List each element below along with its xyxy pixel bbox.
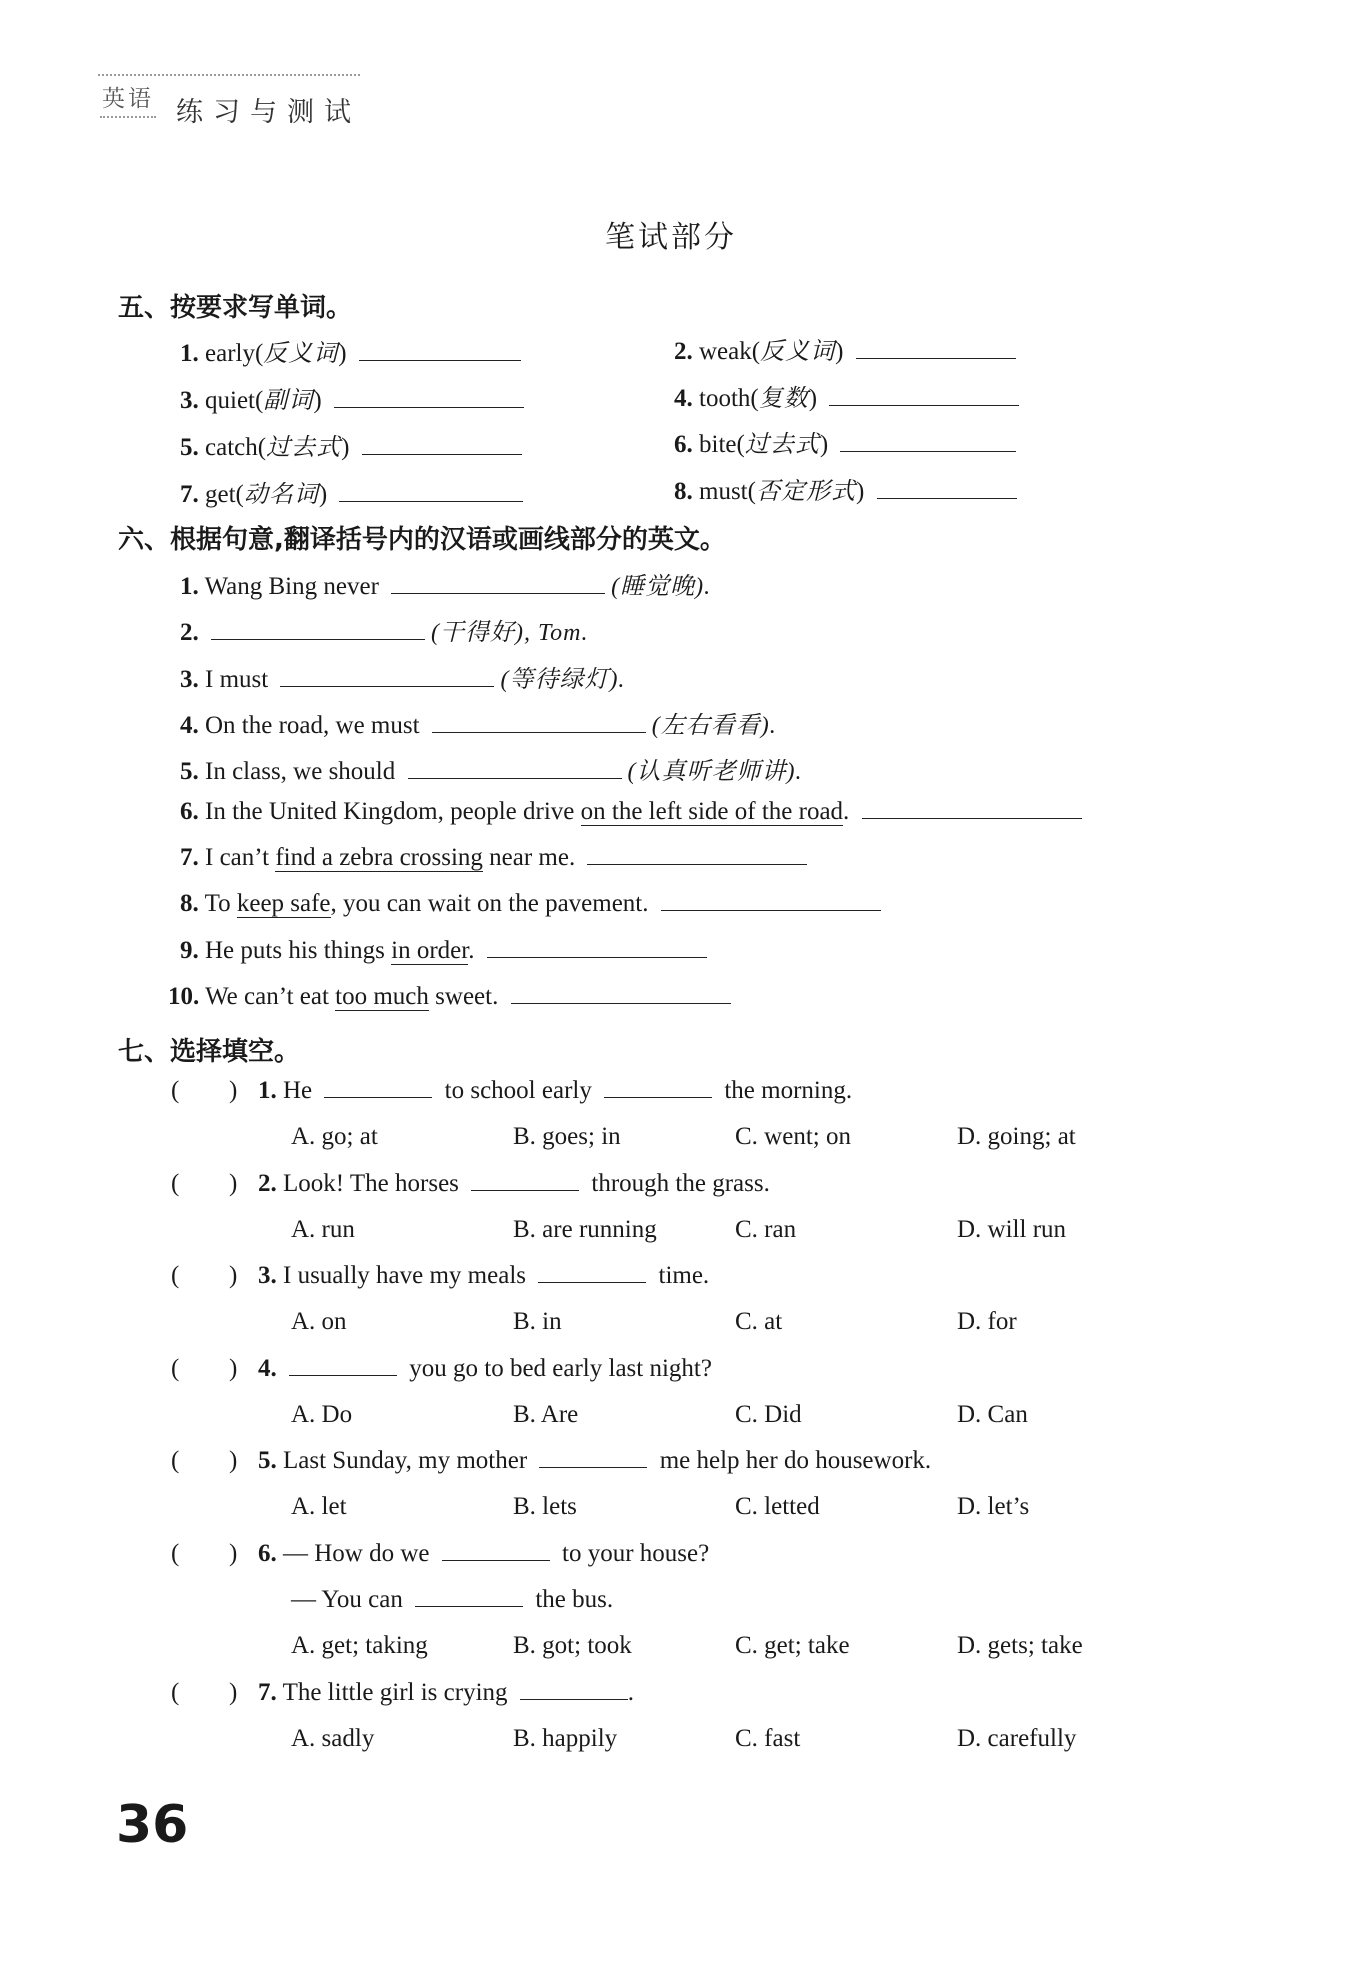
option-a[interactable]: A. sadly	[291, 1725, 375, 1752]
answer-blank[interactable]	[442, 1559, 550, 1561]
option-b[interactable]: B. lets	[513, 1493, 577, 1520]
s6-item-8: 8. To keep safe, you can wait on the pavement.	[180, 890, 887, 918]
s5-item-1: 1. early(反义词)	[180, 333, 527, 368]
option-a[interactable]: A. go; at	[291, 1123, 378, 1150]
s7-q5: 5. Last Sunday, my mother me help her do housework.	[258, 1447, 932, 1474]
s7-q6: 6. — How do we to your house?	[258, 1540, 710, 1567]
s5-item-3: 3. quiet(副词)	[180, 380, 530, 415]
s5-item-4: 4. tooth(复数)	[674, 378, 1025, 413]
answer-paren-close: )	[229, 1679, 238, 1706]
option-d[interactable]: D. will run	[957, 1216, 1067, 1243]
s7-q7: 7. The little girl is crying .	[258, 1679, 635, 1706]
s5-item-8: 8. must(否定形式)	[674, 471, 1023, 506]
s6-item-10: 10. We can’t eat too much sweet.	[168, 983, 737, 1011]
answer-paren-open: (	[171, 1355, 180, 1382]
section5-heading: 五、按要求写单词。	[118, 293, 353, 323]
answer-paren-open: (	[171, 1170, 180, 1197]
option-b[interactable]: B. Are	[513, 1401, 579, 1428]
s5-item-5: 5. catch(过去式)	[180, 427, 528, 462]
answer-paren-open: (	[171, 1447, 180, 1474]
answer-blank[interactable]	[511, 1002, 731, 1004]
option-b[interactable]: B. happily	[513, 1725, 618, 1752]
answer-paren-open: (	[171, 1262, 180, 1289]
option-b[interactable]: B. got; took	[513, 1632, 632, 1659]
answer-blank[interactable]	[856, 357, 1016, 359]
s6-item-9: 9. He puts his things in order.	[180, 937, 713, 965]
answer-blank[interactable]	[877, 497, 1017, 499]
option-b[interactable]: B. in	[513, 1308, 562, 1335]
answer-paren-open: (	[171, 1679, 180, 1706]
s6-item-2: 2. (干得好), Tom.	[180, 619, 589, 646]
answer-blank[interactable]	[661, 909, 881, 911]
s7-q1: 1. He to school early the morning.	[258, 1077, 853, 1104]
option-a[interactable]: A. run	[291, 1216, 355, 1243]
subject-label: 英语	[100, 80, 156, 118]
answer-blank[interactable]	[339, 500, 523, 502]
answer-blank[interactable]	[587, 863, 807, 865]
answer-blank[interactable]	[334, 406, 524, 408]
answer-blank[interactable]	[538, 1281, 646, 1283]
answer-paren-close: )	[229, 1447, 238, 1474]
s7-q6-response: — You can the bus.	[291, 1586, 614, 1613]
s5-item-2: 2. weak(反义词)	[674, 331, 1022, 366]
answer-blank[interactable]	[840, 450, 1016, 452]
answer-blank[interactable]	[604, 1096, 712, 1098]
s5-item-7: 7. get(动名词)	[180, 474, 529, 509]
answer-blank[interactable]	[391, 592, 605, 594]
s5-item-6: 6. bite(过去式)	[674, 424, 1022, 459]
s6-item-6: 6. In the United Kingdom, people drive on the left side of the road.	[180, 798, 1088, 826]
option-b[interactable]: B. goes; in	[513, 1123, 621, 1150]
s6-item-1: 1. Wang Bing never (睡觉晚).	[180, 573, 712, 600]
s6-item-4: 4. On the road, we must (左右看看).	[180, 712, 777, 739]
option-a[interactable]: A. on	[291, 1308, 347, 1335]
s6-item-7: 7. I can’t find a zebra crossing near me.	[180, 844, 813, 872]
answer-paren-close: )	[229, 1170, 238, 1197]
s6-item-5: 5. In class, we should (认真听老师讲).	[180, 758, 803, 785]
option-b[interactable]: B. are running	[513, 1216, 657, 1243]
answer-paren-close: )	[229, 1355, 238, 1382]
option-c[interactable]: C. at	[735, 1308, 783, 1335]
s6-item-3: 3. I must (等待绿灯).	[180, 666, 626, 693]
answer-blank[interactable]	[408, 777, 622, 779]
option-d[interactable]: D. gets; take	[957, 1632, 1083, 1659]
answer-blank[interactable]	[539, 1466, 647, 1468]
option-c[interactable]: C. fast	[735, 1725, 801, 1752]
section7-heading: 七、选择填空。	[118, 1037, 301, 1067]
option-c[interactable]: C. Did	[735, 1401, 802, 1428]
answer-blank[interactable]	[211, 638, 425, 640]
answer-paren-open: (	[171, 1540, 180, 1567]
s7-q3: 3. I usually have my meals time.	[258, 1262, 710, 1289]
page-number: 36	[116, 1795, 189, 1855]
answer-blank[interactable]	[520, 1698, 628, 1700]
option-d[interactable]: D. Can	[957, 1401, 1028, 1428]
option-d[interactable]: D. for	[957, 1308, 1017, 1335]
option-c[interactable]: C. get; take	[735, 1632, 850, 1659]
option-a[interactable]: A. Do	[291, 1401, 353, 1428]
answer-blank[interactable]	[862, 817, 1082, 819]
answer-blank[interactable]	[829, 404, 1019, 406]
option-d[interactable]: D. carefully	[957, 1725, 1077, 1752]
answer-blank[interactable]	[289, 1374, 397, 1376]
option-c[interactable]: C. went; on	[735, 1123, 851, 1150]
answer-blank[interactable]	[324, 1096, 432, 1098]
option-d[interactable]: D. going; at	[957, 1123, 1076, 1150]
section6-heading: 六、根据句意,翻译括号内的汉语或画线部分的英文。	[118, 525, 726, 555]
answer-blank[interactable]	[415, 1605, 523, 1607]
s7-q4: 4. you go to bed early last night?	[258, 1355, 712, 1382]
answer-blank[interactable]	[432, 731, 646, 733]
answer-blank[interactable]	[471, 1189, 579, 1191]
answer-blank[interactable]	[487, 956, 707, 958]
s7-q2: 2. Look! The horses through the grass.	[258, 1170, 770, 1197]
answer-paren-close: )	[229, 1262, 238, 1289]
option-d[interactable]: D. let’s	[957, 1493, 1030, 1520]
part-title: 笔试部分	[605, 221, 737, 254]
answer-paren-close: )	[229, 1077, 238, 1104]
answer-blank[interactable]	[362, 453, 522, 455]
answer-paren-close: )	[229, 1540, 238, 1567]
option-a[interactable]: A. let	[291, 1493, 347, 1520]
answer-paren-open: (	[171, 1077, 180, 1104]
answer-blank[interactable]	[359, 359, 521, 361]
book-title: 练习与测试	[176, 97, 361, 128]
answer-blank[interactable]	[280, 685, 494, 687]
option-a[interactable]: A. get; taking	[291, 1632, 428, 1659]
option-c[interactable]: C. ran	[735, 1216, 797, 1243]
option-c[interactable]: C. letted	[735, 1493, 820, 1520]
